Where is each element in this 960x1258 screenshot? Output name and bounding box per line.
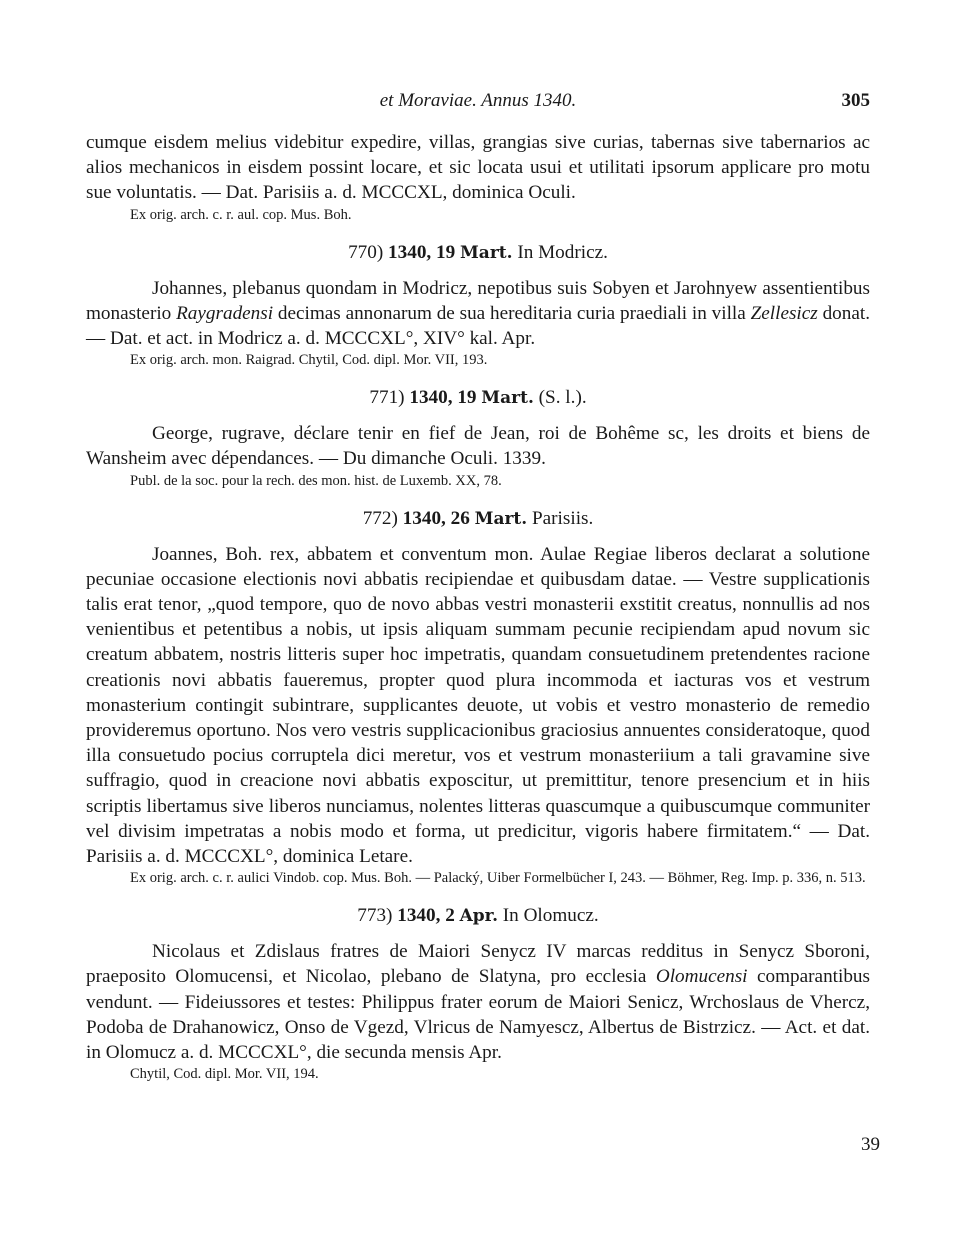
entry-place: In Modricz. [517,241,608,263]
entry-770-text: Johannes, plebanus quondam in Modricz, nepotibus suis Sobyen et Jarohnyew assentientibus monasterio Raygradensi decimas annonarum de sua hereditaria curia praediali in villa Zellesicz donat. — Dat. et act. in Modricz a. d. MCCCXL°, XIV° kal. Apr. [86,277,870,350]
entry-773-heading [86,903,870,929]
entry-month: Mart. [459,242,513,263]
entry-771-heading [86,385,870,411]
page-body [86,130,870,1083]
entry-771-source: Publ. de la soc. pour la rech. des mon. hist. de Luxemb. XX, 78. [130,472,502,489]
entry-772-source: Ex orig. arch. c. r. aulici Vindob. cop. Mus. Boh. — Palacký, Uiber Formelbücher I, 243. — Böhmer, Reg. Imp. p. 336, n. 513. [130,870,866,887]
entry-date: 1340, 2 [397,905,455,927]
entry-773-text: Nicolaus et Zdislaus fratres de Maiori Senycz IV marcas redditus in Senycz Sboroni, praeposito Olomucensi, et Nicolao, plebano de Slatyna, pro ecclesia Olomucensi comparantibus vendunt. — Fideiussores et testes: Philippus frater eorum de Maiori Senicz, Wrchoslaus de Vhercz, Podoba de Drahanowicz, Onso de Vgezd, Vlricus de Namyescz, Albertus de Bistrzicz. — Act. et dat. in Olomucz a. d. MCCCXL°, die secunda mensis Apr. [86,941,870,1064]
entry-month: Apr. [459,906,498,927]
entry-773-source: Chytil, Cod. dipl. Mor. VII, 194. [130,1066,319,1083]
intro-source: Ex orig. arch. c. r. aul. cop. Mus. Boh. [130,206,352,223]
running-head: et Moraviae. Annus 1340. [379,90,577,111]
entry-place: In Olomucz. [502,905,599,927]
entry-number: 773) [357,905,393,927]
page-header [86,90,870,114]
entry-770-source: Ex orig. arch. mon. Raigrad. Chytil, Cod. dipl. Mor. VII, 193. [130,352,488,369]
entry-number: 770) [348,241,384,263]
entry-771-text: George, rugrave, déclare tenir en fief de Jean, roi de Bohême sc, les droits et biens de Wansheim avec dépendances. — Du dimanche Oculi. 1339. [86,423,870,470]
italic-term: Raygradensi [176,302,274,324]
entry-772-heading [86,506,870,532]
entry-month: Mart. [474,508,528,529]
italic-term: Zellesicz [750,302,818,324]
intro-paragraph: cumque eisdem melius videbitur expedire, villas, grangias sive curias, tabernas sive tabernarios ac alios mechanicos in eisdem possint locare, et sic locata usui et utilitati ipsorum applicare pro motu sue voluntatis. — Dat. Parisiis a. d. MCCCXL, dominica Oculi. [86,132,870,204]
entry-place: Parisiis. [531,507,594,529]
signature-number: 39 [861,1134,880,1155]
document-page [86,0,870,1258]
italic-term: Olomucensi [655,966,748,988]
page-number: 305 [841,90,870,111]
entry-month: Mart. [481,388,534,409]
entry-number: 772) [362,507,398,529]
entry-number: 771) [369,387,405,409]
entry-date: 1340, 26 [402,507,470,529]
entry-772-text: Joannes, Boh. rex, abbatem et conventum mon. Aulae Regiae liberos declarat a solutione pecuniae occasione electionis novi abbatis recipiendae et quibusdam datae. — Vestre supplicationis talis erat tenor, „quod tempore, quo de novo abbas vestri monasterii exstitit creatus, nonnullis ad nos venientibus et petentibus a nobis, ut ipsis aliquam summam pecunie recipiendam apud novum sic creatum abbatem, nostris litteris super hoc impetratis, quandam consuetudinem pretendentes racione creationis novi abbatis faueremus, propter quod plura incommoda et iacturas vos et vestrum monasterium contingit subintrare, supplicantes deuote, ut vobis et vestro monasterio de remedio provideremus oportuno. Nos vero vestris supplicacionibus graciosius annuentes consideratoque, quod illa consuetudo pocius corruptela dici meretur, vos et vestrum monasteriium a tali gravamine sive suffragio, quod in creacione novi abbatis exposcitur, ut premittitur, tenore presencium et in hiis scriptis libertamus sive liberos nunciamus, nolentes litteras quascumque a quibuscumque communiter vel divisim impetratas a nobis modo et forma, ut predicitur, vigoris habere firmitatem.“ — Dat. Parisiis a. d. MCCCXL°, dominica Letare. [86,543,870,868]
entry-770-heading [86,240,870,266]
entry-place: (S. l.). [538,387,587,409]
entry-date: 1340, 19 [409,387,477,409]
entry-date: 1340, 19 [388,241,456,263]
